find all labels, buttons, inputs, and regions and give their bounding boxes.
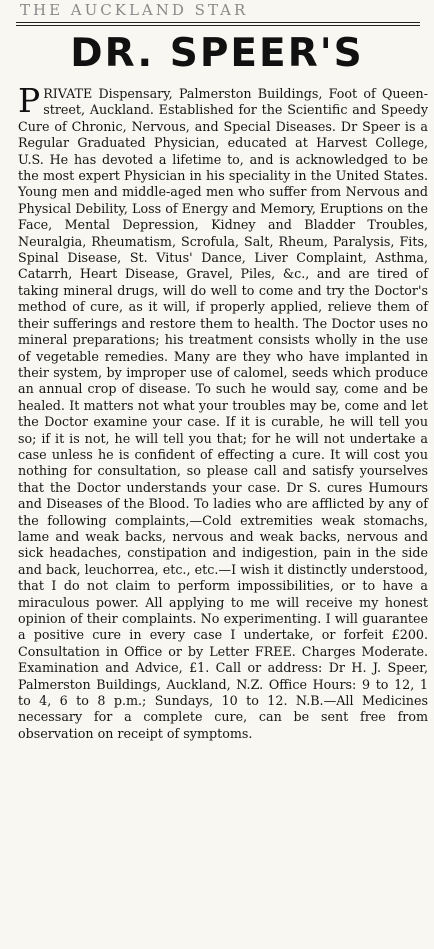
advertisement-body xyxy=(18,81,428,742)
top-rule-double xyxy=(16,25,420,26)
advertisement-headline: DR. SPEER'S xyxy=(70,31,364,76)
masthead-fragment: THE AUCKLAND STAR xyxy=(20,1,249,19)
advertisement-text: RIVATE Dispensary, Palmerston Buildings, Foot of Queen-street, Auckland. Established for the Scientific and Speedy Cure of Chronic, Nervous, and Special Diseases. Dr Speer is a Regular Graduated Physician, educated at Harvest College, U.S. He has devoted a lifetime to, and is acknowledged to be the most expert Physician in his speciality in the United States. Young men and middle-aged men who suffer from Nervous and Physical Debility, Loss of Energy and Memory, Eruptions on the Face, Mental Depression, Kidney and Bladder Troubles, Neuralgia, Rheumatism, Scrofula, Salt, Rheum, Paralysis, Fits, Spinal Disease, St. Vitus' Dance, Liver Complaint, Asthma, Catarrh, Heart Disease, Gravel, Piles, &c., and are tired of taking mineral drugs, will do well to come and try the Doctor's method of cure, as it will, if properly applied, relieve them of their sufferings and restore them to health. The Doctor uses no mineral preparations; his treatment consists wholly in the use of vegetable remedies. Many are they who have implanted in their system, by improper use of calomel, seeds which produce an annual crop of disease. To such he would say, come and be healed. It matters not what your troubles may be, come and let the Doctor examine your case. If it is curable, he will tell you so; if it is not, he will tell you that; for he will not undertake a case unless he is confident of effecting a cure. It will cost you nothing for consultation, so please call and satisfy yourselves that the Doctor understands your case. Dr S. cures Humours and Diseases of the Blood. To ladies who are afflicted by any of the following complaints,—Cold extremities weak stomachs, lame and weak backs, nervous and weak backs, nervous and sick headaches, constipation and indigestion, pain in the side and back, leuchorrea, etc., etc.—I wish it distinctly understood, that I do not claim to perform impossibilities, or to have a miraculous power. All applying to me will receive my honest opinion of their complaints. No experimenting. I will guarantee a positive cure in every case I undertake, or forfeit £200. Consultation in Office or by Letter FREE. Charges Moderate. Examination and Advice, £1. Call or address: Dr H. J. Speer, Palmerston Buildings, Auckland, N.Z. Office Hours: 9 to 12, 1 to 4, 6 to 8 p.m.; Sundays, 10 to 12. N.B.—All Medicines necessary for a complete cure, can be sent free from observation on receipt of symptoms. xyxy=(18,86,428,741)
top-rule xyxy=(16,22,420,23)
drop-cap: P xyxy=(18,81,41,120)
